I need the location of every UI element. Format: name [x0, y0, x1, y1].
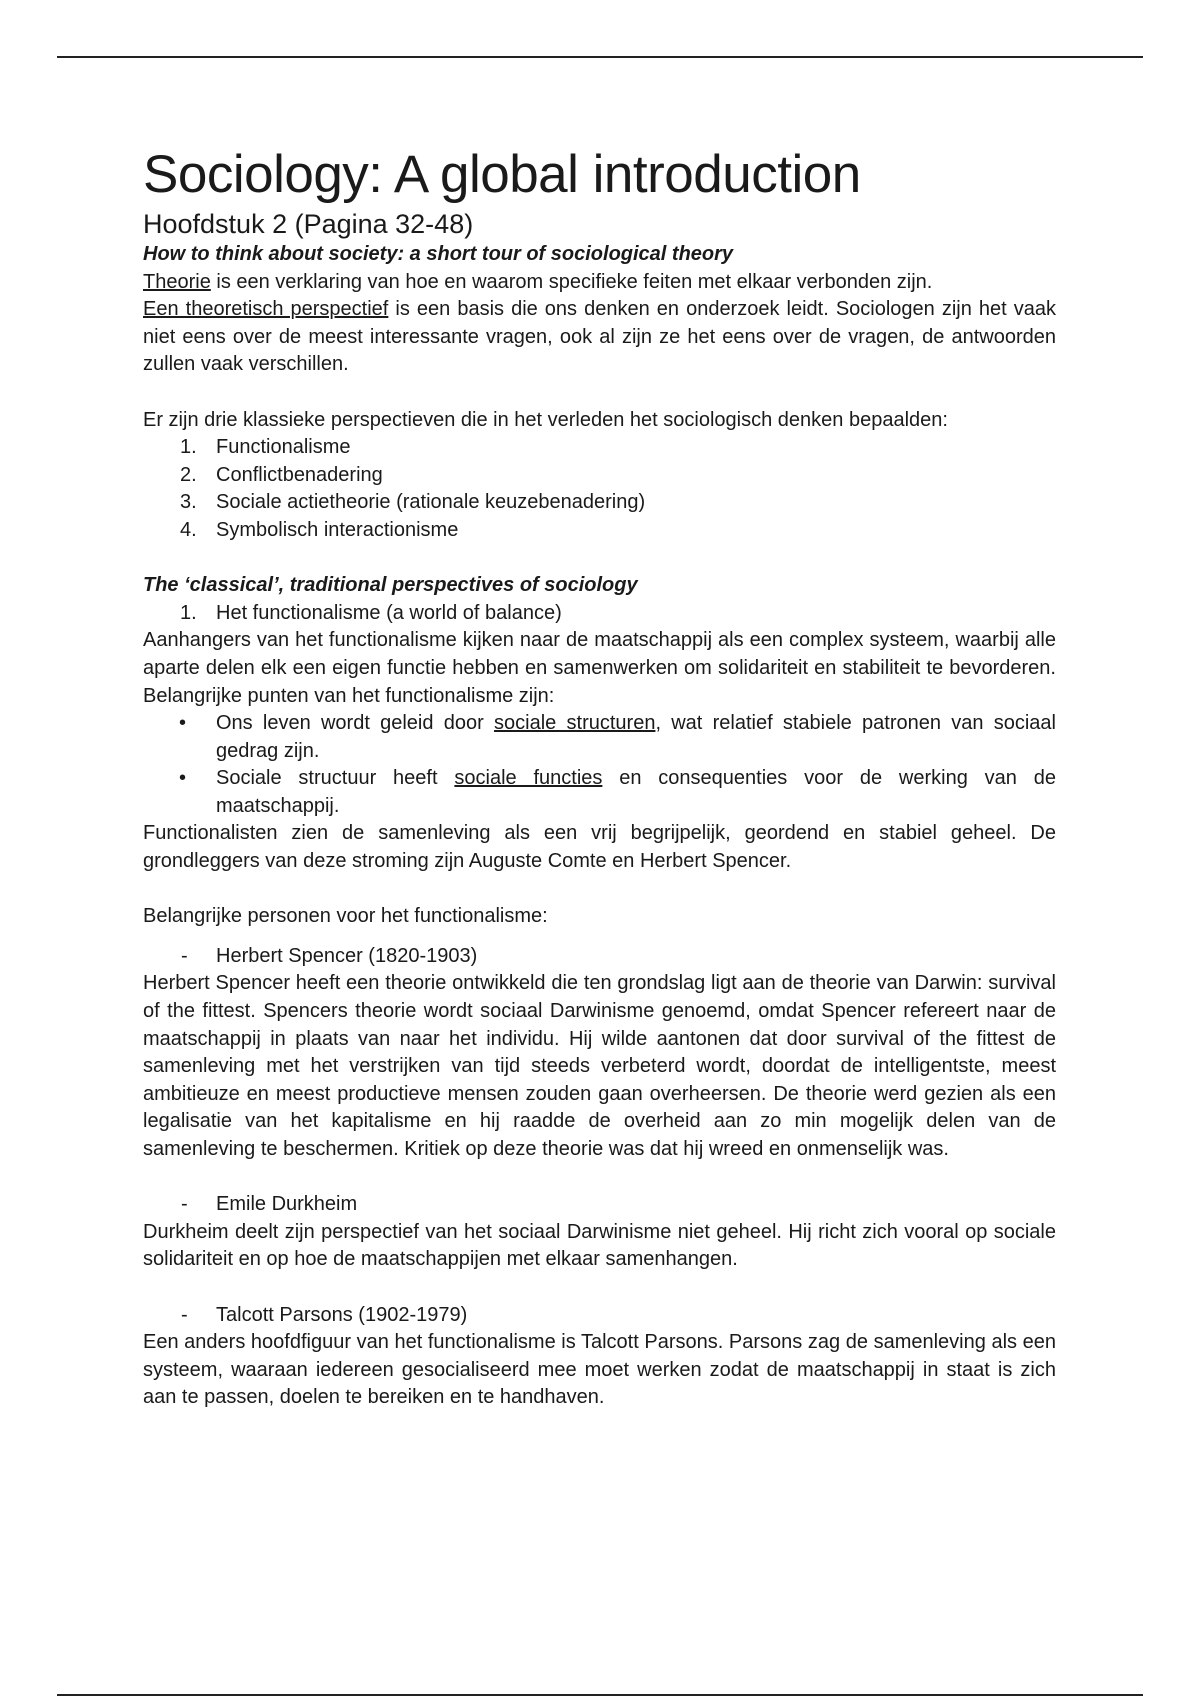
dash-icon: - [181, 944, 188, 967]
list-item-text: Sociale actietheorie (rationale keuzebenadering) [216, 491, 646, 514]
bullet-text: Sociale structuur heeft [216, 767, 455, 790]
person-name: Talcott Parsons (1902-1979) [216, 1303, 468, 1326]
perspective-definition [143, 296, 1056, 379]
social-functions-term: sociale functies [454, 767, 603, 790]
dash-icon: - [181, 1193, 188, 1216]
person-parsons [143, 1302, 1056, 1330]
list-item-text: Functionalisme [216, 436, 351, 459]
person-description: Een anders hoofdfiguur van het functionalisme is Talcott Parsons. Parsons zag de samenleving als een systeem, waaraan iedereen gesocialiseerd mee moet werken zodat de maatschappij in staat is zich aan te passen, doelen te bereiken en te handhaven. [143, 1331, 1056, 1409]
person-name-item [143, 943, 1056, 971]
functionalism-points [143, 710, 1056, 820]
theory-definition-text: is een verklaring van hoe en waarom specifieke feiten met elkaar verbonden zijn. [210, 270, 933, 293]
chapter-subtitle: Hoofdstuk 2 (Pagina 32-48) [143, 209, 474, 239]
person-name-item [143, 1302, 1056, 1330]
bullet-icon: • [179, 767, 187, 790]
list-item-text: Symbolisch interactionisme [216, 518, 459, 541]
theory-definition [143, 269, 1056, 297]
perspective-term: Een theoretisch perspectief [143, 298, 389, 321]
list-number: 1. [180, 436, 197, 459]
person-name: Emile Durkheim [216, 1193, 358, 1216]
functionalism-paragraph: Aanhangers van het functionalisme kijken naar de maatschappij als een complex systeem, waarbij alle aparte delen elk een eigen functie hebben en samenwerken om solidariteit en stabiliteit te bevorderen. Belangrijke punten van het functionalisme zijn: [143, 629, 1056, 707]
list-item [143, 434, 1056, 462]
section-heading-classical: The ‘classical’, traditional perspectives of sociology [143, 574, 638, 597]
functionalists-paragraph: Functionalisten zien de samenleving als een vrij begrijpelijk, geordend en stabiel geheel. De grondleggers van deze stroming zijn Auguste Comte en Herbert Spencer. [143, 822, 1056, 873]
classical-sublist [143, 600, 1056, 628]
list-item-text: Het functionalisme (a world of balance) [216, 601, 562, 624]
person-description: Herbert Spencer heeft een theorie ontwikkeld die ten grondslag ligt aan de theorie van Darwin: survival of the fittest. Spencers theorie wordt sociaal Darwinisme genoemd, omdat Spencer refereert naar de maatschappij in plaats van naar het individu. Hij wilde aantonen dat door survival of the fittest de samenleving met het verstrijken van tijd steeds verbeterd wordt, doordat de intelligentste, meest ambitieuze en meest productieve mensen zouden gaan overheersen. De theorie werd gezien als een legalisatie van het kapitalisme en hij raadde de overheid aan zo min mogelijk delen van de samenleving te beschermen. Kritiek op deze theorie was dat hij wreed en onmenselijk was. [143, 972, 1056, 1160]
list-item [143, 517, 1056, 545]
social-structures-term: sociale structuren [494, 712, 656, 735]
list-number: 2. [180, 463, 197, 486]
persons-intro: Belangrijke personen voor het functionalisme: [143, 905, 548, 928]
person-spencer [143, 943, 1056, 971]
dash-icon: - [181, 1303, 188, 1326]
list-item [143, 710, 1056, 765]
bullet-text: , wat relatief stabiele patronen van sociaal gedrag zijn. [216, 712, 1056, 762]
document-body [143, 143, 1056, 1412]
perspective-definition-text: is een basis die ons denken en onderzoek leidt. Sociologen zijn het vaak niet eens over de meest interessante vragen, ook al zijn ze het eens over de vragen, de antwoorden zullen vaak verschillen. [143, 298, 1056, 376]
bullet-text: en consequenties voor de werking van de maatschappij. [216, 767, 1056, 817]
list-number: 4. [180, 518, 197, 541]
theory-term: Theorie [143, 270, 211, 293]
bullet-icon: • [179, 712, 187, 735]
list-item [143, 462, 1056, 490]
list-item [143, 489, 1056, 517]
person-durkheim [143, 1191, 1056, 1219]
list-item-text: Conflictbenadering [216, 463, 383, 486]
list-number: 3. [180, 491, 197, 514]
bullet-text: Ons leven wordt geleid door [216, 712, 495, 735]
person-name-item [143, 1191, 1056, 1219]
footer-rule [57, 1694, 1143, 1696]
person-name: Herbert Spencer (1820-1903) [216, 944, 478, 967]
section-heading-theory: How to think about society: a short tour of sociological theory [143, 243, 734, 265]
list-item [143, 765, 1056, 820]
perspectives-intro: Er zijn drie klassieke perspectieven die in het verleden het sociologisch denken bepaalden: [143, 408, 948, 431]
person-description: Durkheim deelt zijn perspectief van het sociaal Darwinisme niet geheel. Hij richt zich vooral op sociale solidariteit en op hoe de maatschappijen met elkaar samenhangen. [143, 1220, 1056, 1271]
perspectives-list [143, 434, 1056, 544]
list-number: 1. [180, 601, 197, 624]
header-rule [57, 56, 1143, 58]
list-item [143, 600, 1056, 628]
document-title: Sociology: A global introduction [143, 145, 861, 204]
